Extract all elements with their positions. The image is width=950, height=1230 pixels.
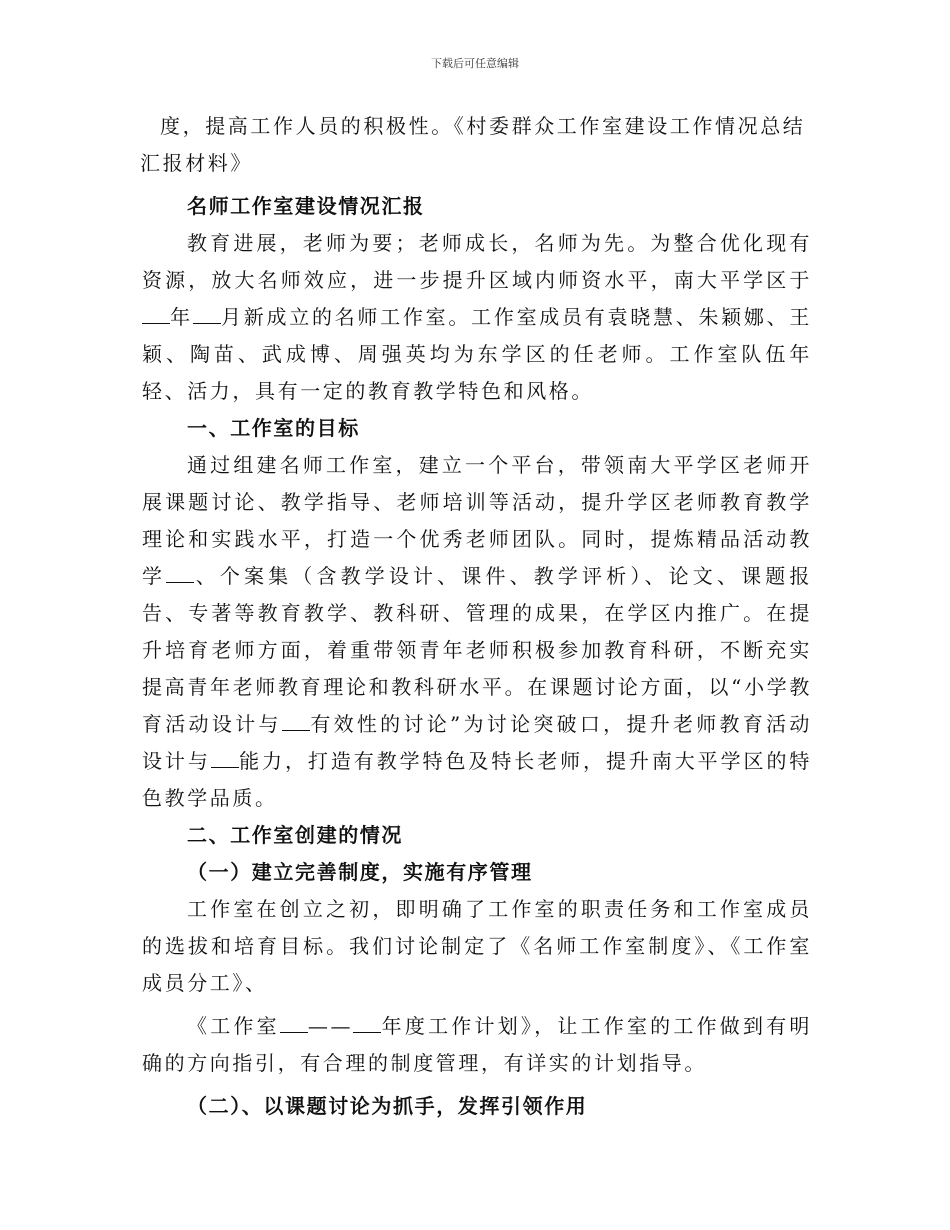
subsection-heading-research: （二）、以课题讨论为抓手，发挥引领作用 [187, 1094, 588, 1118]
para1-text-c: 月新成立的名师工作室。工作室成员有袁晓慧、朱颖娜、王颖、陶苗、武成博、周强英均为东学区的任老师。工作室队伍年轻、活力，具有一定的教育教学特色和风格。 [142, 305, 812, 403]
fill-blank [193, 305, 221, 324]
section-heading-creation: 二、工作室创建的情况 [187, 823, 403, 847]
fill-blank [353, 1014, 381, 1033]
fill-blank [142, 305, 170, 324]
header-note: 下载后可任意编辑 [431, 57, 519, 70]
intro-line [142, 108, 812, 145]
fill-blank [166, 564, 194, 583]
document-body [142, 108, 812, 1125]
intro-line-2 [142, 145, 812, 182]
section-heading-goals: 一、工作室的目标 [187, 416, 360, 440]
sub1-para2-text-b: —— [307, 1014, 354, 1038]
section1-text-a: 通过组建名师工作室，建立一个平台，带领南大平学区老师开展课题讨论、教学指导、老师培训等活动，提升学区老师教育教学理论和实践水平，打造一个优秀老师团队。同时，提炼精品活动教学 [142, 453, 812, 588]
sub1-para1-text: 工作室在创立之初，即明确了工作室的职责任务和工作室成员的选拔和培育目标。我们讨论制定了《名师工作室制度》、《工作室成员分工》、 [142, 897, 812, 995]
subsection-heading-system: （一）建立完善制度，实施有序管理 [187, 860, 533, 884]
section1-text-c: 有效性的讨论”为讨论突破口，提升老师教育活动设计与 [142, 712, 812, 773]
fill-blank [282, 712, 310, 731]
section1-text-b: 、个案集（含教学设计、课件、教学评析）、论文、课题报告、专著等教育教学、教科研、管理的成果，在学区内推广。在提升培育老师方面，着重带领青年老师积极参加教育科研，不断充实提高青年老师教育理论和教科研水平。在课题讨论方面，以“小学教育活动设计与 [142, 564, 812, 736]
paragraph-plan [142, 1008, 812, 1082]
intro-text-1: 度，提高工作人员的积极性。《村委群众工作室建设工作情况总结 [160, 114, 806, 138]
intro-text-2: 汇报材料》 [140, 151, 253, 175]
fill-blank [280, 1014, 308, 1033]
document-title: 名师工作室建设情况汇报 [187, 194, 425, 218]
sub1-para2-text-a: 《工作室 [187, 1014, 280, 1038]
paragraph-system [142, 891, 812, 1002]
para1-text-a: 教育进展，老师为要；老师成长，名师为先。为整合优化现有资源，放大名师效应，进一步提升区域内师资水平，南大平学区于 [142, 231, 812, 292]
paragraph-goals [142, 447, 812, 817]
sub1-para2-text-c: 年度工作计划》，让工作室的工作做到有明确的方向指引，有合理的制度管理，有详实的计划指导。 [142, 1014, 812, 1075]
fill-blank [211, 749, 239, 768]
para1-text-b: 年 [170, 305, 193, 329]
section1-text-d: 能力，打造有教学特色及特长老师，提升南大平学区的特色教学品质。 [142, 749, 812, 810]
paragraph-intro [142, 225, 812, 410]
